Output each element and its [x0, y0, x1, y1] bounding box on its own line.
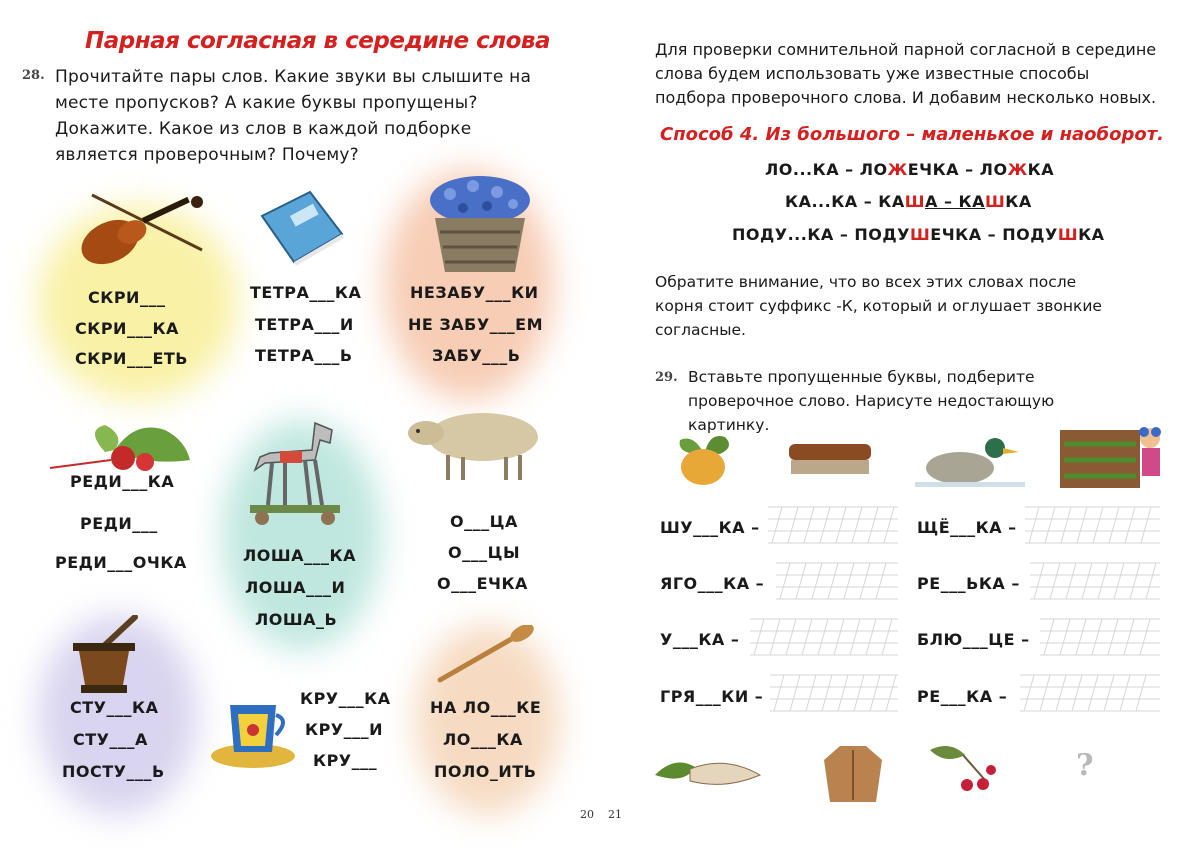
- writing-grid[interactable]: [1040, 617, 1160, 657]
- spoon-word-2: ЛО___КА: [443, 730, 523, 749]
- sheep-word-2: О___ЦЫ: [448, 543, 521, 562]
- toy-horse-icon: [240, 415, 350, 534]
- carrot-icon: [655, 745, 765, 809]
- flower-basket-icon: [425, 172, 535, 281]
- turnip-icon: [665, 432, 745, 491]
- writing-grid[interactable]: [1025, 505, 1160, 545]
- spoon-word-1: НА ЛО___КЕ: [430, 698, 542, 717]
- sheep-word-1: О___ЦА: [450, 512, 518, 531]
- forget-me-not-word-1: НЕЗАБУ___КИ: [410, 283, 539, 302]
- question-icon: ?: [1076, 748, 1094, 783]
- violin-word-2: СКРИ___КА: [75, 319, 179, 338]
- cup-icon: [208, 690, 298, 774]
- notebook-word-2: ТЕТРА___И: [255, 315, 354, 334]
- fur-coat-icon: [818, 742, 888, 811]
- spoon-icon: [430, 625, 540, 689]
- method-title: Способ 4. Из большого – маленькое и наоборот.: [660, 124, 1164, 145]
- sheep-icon: [398, 405, 548, 489]
- writing-grid[interactable]: [768, 505, 898, 545]
- exercise-28-number: 28.: [22, 68, 45, 83]
- fill-word-l4: ГРЯ___КИ –: [660, 687, 764, 706]
- violin-icon: [72, 190, 212, 274]
- writing-grid[interactable]: [1020, 673, 1160, 713]
- mortar-icon: [65, 615, 150, 699]
- exercise-29-text: Вставьте пропущенные буквы, подберите проверочное слово. Нарисуте недостающую картинку.: [688, 368, 1055, 434]
- notebook-icon: [250, 188, 350, 272]
- mortar-word-1: СТУ___КА: [70, 698, 159, 717]
- violin-word-1: СКРИ___: [88, 288, 166, 307]
- garden-icon: [1058, 420, 1168, 496]
- mortar-word-3: ПОСТУ___Ь: [62, 762, 165, 781]
- fill-word-r1: ЩЁ___КА –: [917, 518, 1017, 537]
- page-title: Парная согласная в середине слова: [85, 28, 550, 54]
- fill-word-l3: У___КА –: [660, 630, 740, 649]
- fill-word-r2: РЕ___ЬКА –: [917, 574, 1020, 593]
- example-1: ЛО...КА – ЛОЖЕЧКА – ЛОЖКА: [765, 160, 1055, 179]
- notebook-word-3: ТЕТРА___Ь: [255, 346, 353, 365]
- writing-grid[interactable]: [770, 673, 898, 713]
- fill-word-l1: ШУ___КА –: [660, 518, 760, 537]
- writing-grid[interactable]: [750, 617, 898, 657]
- intro-text: Для проверки сомнительной парной согласной в середине слова будем использовать уже известные способы подбора проверочного слова. И добавим несколько новых.: [655, 40, 1157, 107]
- horse-word-1: ЛОША___КА: [243, 546, 356, 565]
- cup-word-2: КРУ___И: [305, 720, 384, 739]
- brush-icon: [785, 440, 875, 484]
- example-2: КА...КА – КАША – КАШКА: [785, 192, 1032, 211]
- page-number-left: 20: [580, 808, 594, 821]
- forget-me-not-word-2: НЕ ЗАБУ___ЕМ: [408, 315, 544, 334]
- fill-word-r4: РЕ___КА –: [917, 687, 1008, 706]
- forget-me-not-word-3: ЗАБУ___Ь: [432, 346, 521, 365]
- example-3: ПОДУ...КА – ПОДУШЕЧКА – ПОДУШКА: [732, 225, 1105, 244]
- page-number-right: 21: [608, 808, 622, 821]
- writing-grid[interactable]: [1030, 561, 1160, 601]
- horse-word-2: ЛОША___И: [245, 578, 346, 597]
- exercise-28-text: Прочитайте пары слов. Какие звуки вы слышите на месте пропусков? А какие буквы пропущены? Докажите. Какое из слов в каждой подборке является проверочным? Почему?: [55, 67, 532, 165]
- notebook-word-1: ТЕТРА___КА: [250, 283, 362, 302]
- spoon-word-3: ПОЛО_ИТЬ: [434, 762, 537, 781]
- horse-word-3: ЛОША_Ь: [255, 610, 338, 629]
- exercise-29-number: 29.: [655, 370, 678, 385]
- radish-icon: [45, 420, 195, 479]
- violin-word-3: СКРИ___ЕТЬ: [75, 349, 188, 368]
- duck-icon: [915, 430, 1025, 494]
- cup-word-3: КРУ___: [313, 751, 378, 770]
- radish-word-1: РЕДИ___КА: [70, 472, 175, 491]
- writing-grid[interactable]: [776, 561, 898, 601]
- fill-word-l2: ЯГО___КА –: [660, 574, 765, 593]
- sheep-word-3: О___ЕЧКА: [437, 574, 528, 593]
- fill-word-r3: БЛЮ___ЦЕ –: [917, 630, 1030, 649]
- berries-icon: [925, 740, 1000, 804]
- radish-word-3: РЕДИ___ОЧКА: [55, 553, 187, 572]
- cup-word-1: КРУ___КА: [300, 689, 391, 708]
- radish-word-2: РЕДИ___: [80, 514, 158, 533]
- mortar-word-2: СТУ___А: [73, 730, 148, 749]
- note-text: Обратите внимание, что во всех этих словах после корня стоит суффикс -К, который и оглушает звонкие согласные.: [655, 273, 1102, 339]
